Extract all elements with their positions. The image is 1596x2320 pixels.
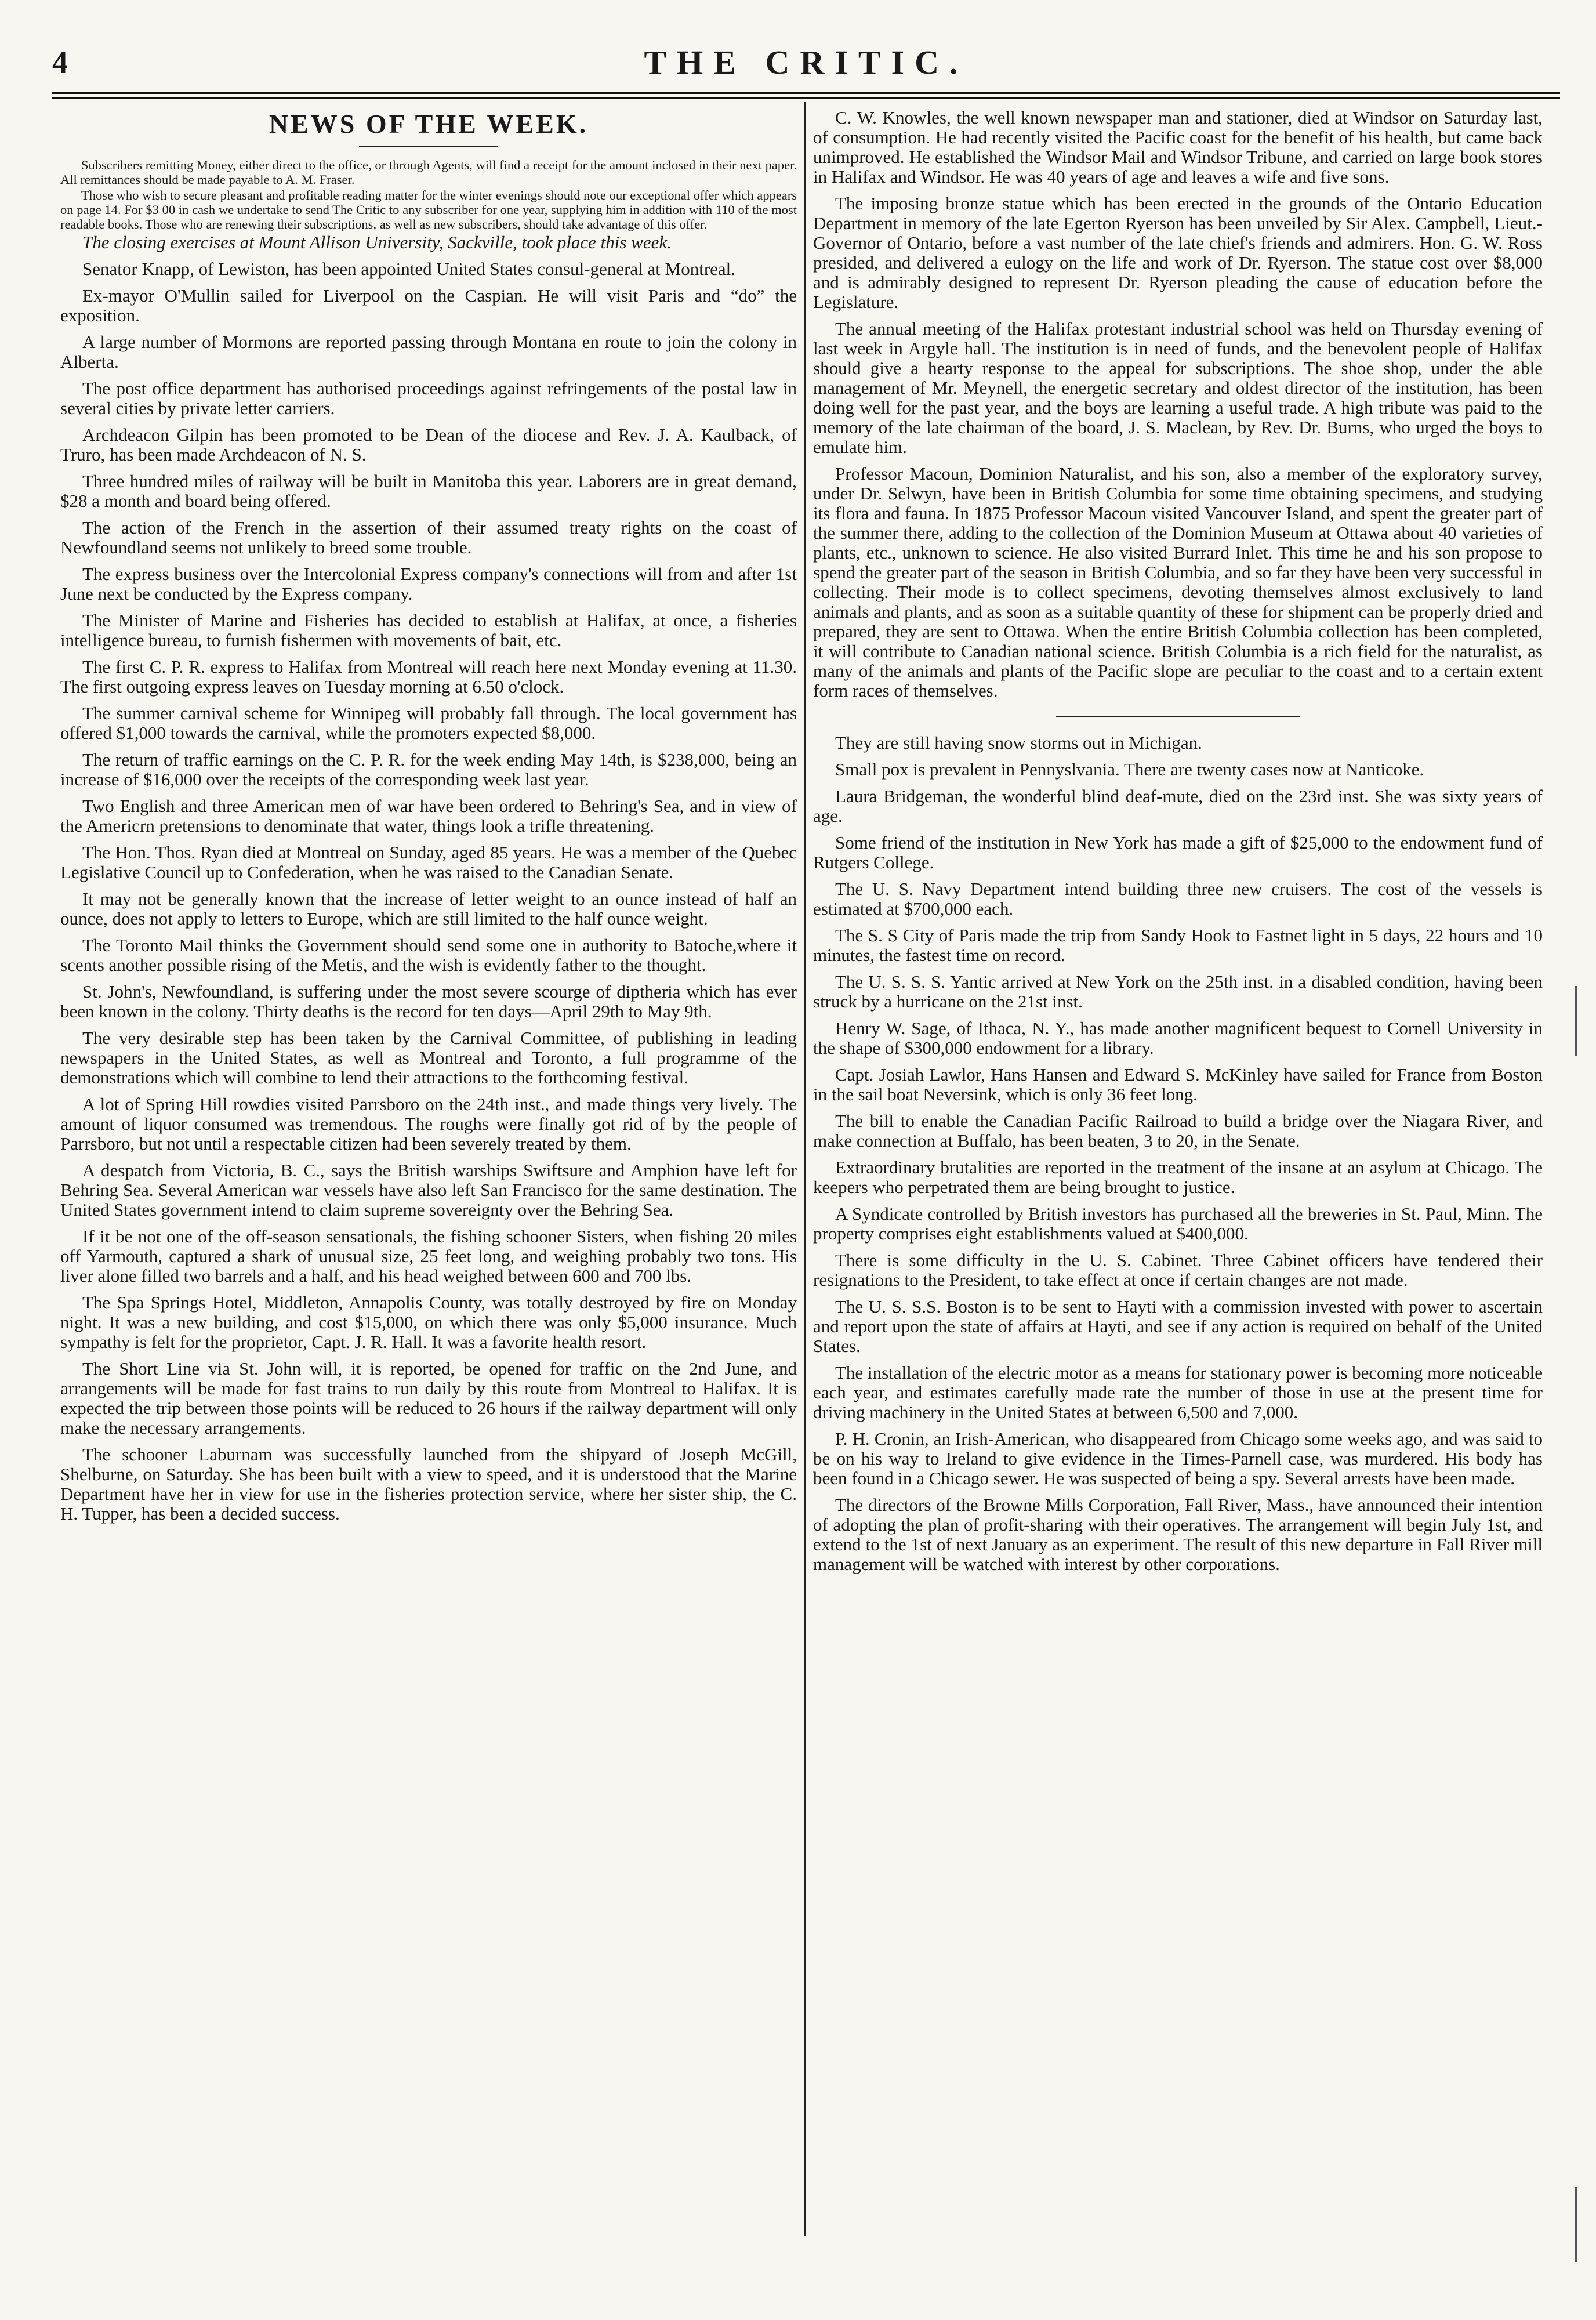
news-item: Two English and three American men of war have been ordered to Behring's Sea, and in view of the Americrn pretensions to denominate that water, things look a trifle threatening.	[60, 796, 797, 836]
news-item: A Syndicate controlled by British investors has purchased all the breweries in St. Paul, Minn. The property comprises eight establishments valued at $400,000.	[813, 1204, 1543, 1244]
masthead-rule	[52, 92, 1560, 94]
subscriber-notice: Subscribers remitting Money, either direct to the office, or through Agents, will find a receipt for the amount inclosed in their next paper. All remittances should be made payable to A. M. Fraser.	[60, 158, 797, 187]
news-item: The closing exercises at Mount Allison University, Sackville, took place this week.	[82, 232, 672, 252]
news-item: The action of the French in the assertion of their assumed treaty rights on the coast of Newfoundland seems not unlikely to breed some trouble.	[60, 517, 797, 557]
newspaper-title: THE CRITIC.	[644, 44, 969, 81]
news-item: The first C. P. R. express to Halifax from Montreal will reach here next Monday evening at 11.30. The first outgoing express leaves on Tuesday morning at 6.50 o'clock.	[60, 657, 797, 697]
news-item: The schooner Laburnam was successfully launched from the shipyard of Joseph McGill, Shelburne, on Saturday. She has been built with a view to speed, and it is understood that the Marine Department have her in view for use in the fisheries protection service, where her sister ship, the C. H. Tupper, has been a decided success.	[60, 1444, 797, 1524]
news-item: The U. S. S.S. Boston is to be sent to Hayti with a commission invested with power to ascertain and report upon the state of affairs at Hayti, and see if any action is required on behalf of the United States.	[813, 1296, 1543, 1356]
news-item: Some friend of the institution in New York has made a gift of $25,000 to the endowment fund of Rutgers College.	[813, 832, 1543, 872]
news-item: Small pox is prevalent in Pennyslvania. There are twenty cases now at Nanticoke.	[835, 759, 1424, 780]
news-item: The annual meeting of the Halifax protestant industrial school was held on Thursday evening of last week in Argyle hall. The institution is in need of funds, and the benevolent people of Halifax should give a hearty response to the appeal for subscriptions. The shoe shop, under the able management of Mr. Meynell, the energetic secretary and oldest director of the institution, has been doing well for the past year, and the boys are learning a useful trade. A high tribute was paid to the memory of the late chairman of the board, J. S. Maclean, by Rev. Dr. Burns, who urged the boys to emulate him.	[813, 318, 1543, 457]
news-item: The return of traffic earnings on the C. P. R. for the week ending May 14th, is $238,000, being an increase of $16,000 over the receipts of the corresponding week last year.	[60, 749, 797, 789]
news-item: The post office department has authorised proceedings against refringements of the postal law in several cities by private letter carriers.	[60, 378, 797, 418]
news-item: They are still having snow storms out in Michigan.	[835, 733, 1202, 753]
news-item: P. H. Cronin, an Irish-American, who disappeared from Chicago some weeks ago, and was said to be on his way to Ireland to give evidence in the Times-Parnell case, was murdered. His body has been found in a Chicago sewer. He was suspected of being a spy. Several arrests have been made.	[813, 1429, 1543, 1488]
news-item: The Short Line via St. John will, it is reported, be opened for traffic on the 2nd June, and arrangements will be made for fast trains to run daily by this route from Montreal to Halifax. It is expected the trip between those points will be reduced to 26 hours if the railway department will only make the necessary arrangements.	[60, 1358, 797, 1438]
masthead-rule-thin	[52, 97, 1560, 99]
news-item: It may not be generally known that the increase of letter weight to an ounce instead of half an ounce, does not apply to letters to Europe, which are still limited to the half ounce weight.	[60, 889, 797, 929]
left-column	[60, 108, 797, 1531]
page-edge-mark	[1575, 986, 1577, 1056]
news-item: Capt. Josiah Lawlor, Hans Hansen and Edward S. McKinley have sailed for France from Boston in the sail boat Neversink, which is only 36 feet long.	[813, 1064, 1543, 1104]
news-item: The bill to enable the Canadian Pacific Railroad to build a bridge over the Niagara River, and make connection at Buffalo, has been beaten, 3 to 20, in the Senate.	[813, 1111, 1543, 1151]
news-item: C. W. Knowles, the well known newspaper man and stationer, died at Windsor on Saturday last, of consumption. He had recently visited the Pacific coast for the benefit of his health, but came back unimproved. He established the Windsor Mail and Windsor Tribune, and carried on large book stores in Halifax and Windsor. He was 40 years of age and leaves a wife and five sons.	[813, 107, 1543, 187]
news-item: St. John's, Newfoundland, is suffering under the most severe scourge of diptheria which has ever been known in the colony. Thirty deaths is the record for ten days—April 29th to May 9th.	[60, 981, 797, 1021]
news-item: A large number of Mormons are reported passing through Montana en route to join the colony in Alberta.	[60, 332, 797, 372]
news-item: The S. S City of Paris made the trip from Sandy Hook to Fastnet light in 5 days, 22 hours and 10 minutes, the fastest time on record.	[813, 925, 1543, 965]
news-item: Henry W. Sage, of Ithaca, N. Y., has made another magnificent bequest to Cornell University in the shape of $300,000 endowment for a library.	[813, 1018, 1543, 1058]
news-item: The Spa Springs Hotel, Middleton, Annapolis County, was totally destroyed by fire on Monday night. It was a new building, and cost $15,000, on which there was only $5,000 insurance. Much sympathy is felt for the proprietor, Capt. J. R. Hall. It was a favorite health resort.	[60, 1292, 797, 1352]
news-item: Three hundred miles of railway will be built in Manitoba this year. Laborers are in great demand, $28 a month and board being offered.	[60, 471, 797, 511]
news-item: The Minister of Marine and Fisheries has decided to establish at Halifax, at once, a fisheries intelligence bureau, to furnish fishermen with movements of bait, etc.	[60, 610, 797, 650]
section-separator	[1056, 716, 1300, 717]
news-item: The installation of the electric motor as a means for stationary power is becoming more noticeable each year, and estimates carefully made rate the number of those in use at the present time for driving machinery in the United States at between 6,500 and 7,000.	[813, 1362, 1543, 1422]
subscriber-notices	[60, 158, 797, 231]
news-item: Extraordinary brutalities are reported in the treatment of the insane at an asylum at Chicago. The keepers who perpetrated them are being brought to justice.	[813, 1157, 1543, 1197]
subscriber-notice: Those who wish to secure pleasant and profitable reading matter for the winter evenings should note our exceptional offer which appears on page 14. For $3 00 in cash we undertake to send The Critic to any subscriber for one year, supplying him in addition with 110 of the most readable books. Those who are renewing their subscriptions, as well as new subscribers, should take advantage of this offer.	[60, 188, 797, 231]
news-item: A lot of Spring Hill rowdies visited Parrsboro on the 24th inst., and made things very lively. The amount of liquor consumed was tremendous. The roughs were finally got rid of by the people of Parrsboro, but not until a respectable citizen had been severely treated by them.	[60, 1094, 797, 1154]
news-item: The U. S. S. S. Yantic arrived at New York on the 25th inst. in a disabled condition, having been struck by a hurricane on the 21st inst.	[813, 971, 1543, 1012]
news-item: Ex-mayor O'Mullin sailed for Liverpool on the Caspian. He will visit Paris and “do” the exposition.	[60, 285, 797, 325]
news-item: A despatch from Victoria, B. C., says the British warships Swiftsure and Amphion have left for Behring Sea. Several American war vessels have also left San Francisco for the same destination. The United States government intend to claim supreme sovereignty over the Behring Sea.	[60, 1160, 797, 1220]
left-news-items	[60, 233, 797, 1524]
right-news-items-top	[813, 108, 1543, 701]
column-divider	[804, 102, 806, 2236]
news-item: The directors of the Browne Mills Corporation, Fall River, Mass., have announced their intention of adopting the plan of profit-sharing with their operatives. The arrangement will begin July 1st, and extend to the 1st of next January as an experiment. The result of this new departure in Fall River mill management will be watched with interest by other corporations.	[813, 1495, 1543, 1574]
news-item: The Hon. Thos. Ryan died at Montreal on Sunday, aged 85 years. He was a member of the Quebec Legislative Council up to Confederation, when he was raised to the Canadian Senate.	[60, 842, 797, 882]
news-item: The very desirable step has been taken by the Carnival Committee, of publishing in leading newspapers in the United States, as well as Montreal and Toronto, a full programme of the demonstrations which will combine to lend their attractions to the forthcoming festival.	[60, 1028, 797, 1088]
news-item: Senator Knapp, of Lewiston, has been appointed United States consul-general at Montreal.	[82, 259, 736, 279]
news-item: Archdeacon Gilpin has been promoted to be Dean of the diocese and Rev. J. A. Kaulback, of Truro, has been made Archdeacon of N. S.	[60, 425, 797, 465]
news-item: The Toronto Mail thinks the Government should send some one in authority to Batoche,where it scents another possible rising of the Metis, and the wish is evidently father to the thought.	[60, 935, 797, 975]
news-item: Laura Bridgeman, the wonderful blind deaf-mute, died on the 23rd inst. She was sixty years of age.	[813, 786, 1543, 826]
masthead	[52, 41, 1560, 93]
news-item: The imposing bronze statue which has been erected in the grounds of the Ontario Education Department in memory of the late Egerton Ryerson has been unveiled by Sir Alex. Campbell, Lieut.-Governor of Ontario, before a vast number of the late chief's friends and admirers. Hon. G. W. Ross presided, and delivered a eulogy on the life and work of Dr. Ryerson. The statue cost over $8,000 and is admirably designed to represent Dr. Ryerson pleading the cause of education before the Legislature.	[813, 193, 1543, 312]
news-item: The U. S. Navy Department intend building three new cruisers. The cost of the vessels is estimated at $700,000 each.	[813, 879, 1543, 919]
right-column	[813, 108, 1543, 1581]
news-item: If it be not one of the off-season sensationals, the fishing schooner Sisters, when fishing 20 miles off Yarmouth, captured a shark of unusual size, 25 feet long, and weighing probably two tons. His liver alone filled two barrels and a half, and his head weighed between 600 and 700 lbs.	[60, 1226, 797, 1286]
page-edge-mark	[1575, 2187, 1577, 2262]
news-item: The express business over the Intercolonial Express company's connections will from and after 1st June next be conducted by the Express company.	[60, 564, 797, 604]
title-rule	[359, 146, 498, 147]
page-number: 4	[52, 45, 68, 79]
news-item: Professor Macoun, Dominion Naturalist, and his son, also a member of the exploratory survey, under Dr. Selwyn, have been in British Columbia for some time obtaining specimens, and studying its flora and fauna. In 1875 Professor Macoun visited Vancouver Island, and spent the greater part of the summer there, adding to the collection of the Dominion Museum at Ottawa about 40 varieties of plants, etc., unknown to science. He also visited Burrard Inlet. This time he and his son propose to spend the greater part of the season in British Columbia, and so far they have been very successful in collecting. Their mode is to collect specimens, devoting themselves almost exclusively to land animals and plants, and as soon as a suitable quantity of these for shipment can be properly dried and prepared, they are sent to Ottawa. When the entire British Columbia collection has been completed, it will contribute to Canadian national science. British Columbia is a rich field for the naturalist, as many of the animals and plants of the Pacific slope are peculiar to the coast and to a certain extent form races of themselves.	[813, 463, 1543, 701]
right-news-items-bottom	[813, 733, 1543, 1574]
section-title: NEWS OF THE WEEK.	[269, 109, 589, 139]
news-item: There is some difficulty in the U. S. Cabinet. Three Cabinet officers have tendered their resignations to the President, to take effect at once if certain changes are not made.	[813, 1250, 1543, 1290]
news-item: The summer carnival scheme for Winnipeg will probably fall through. The local government has offered $1,000 towards the carnival, while the promoters expected $8,000.	[60, 703, 797, 743]
